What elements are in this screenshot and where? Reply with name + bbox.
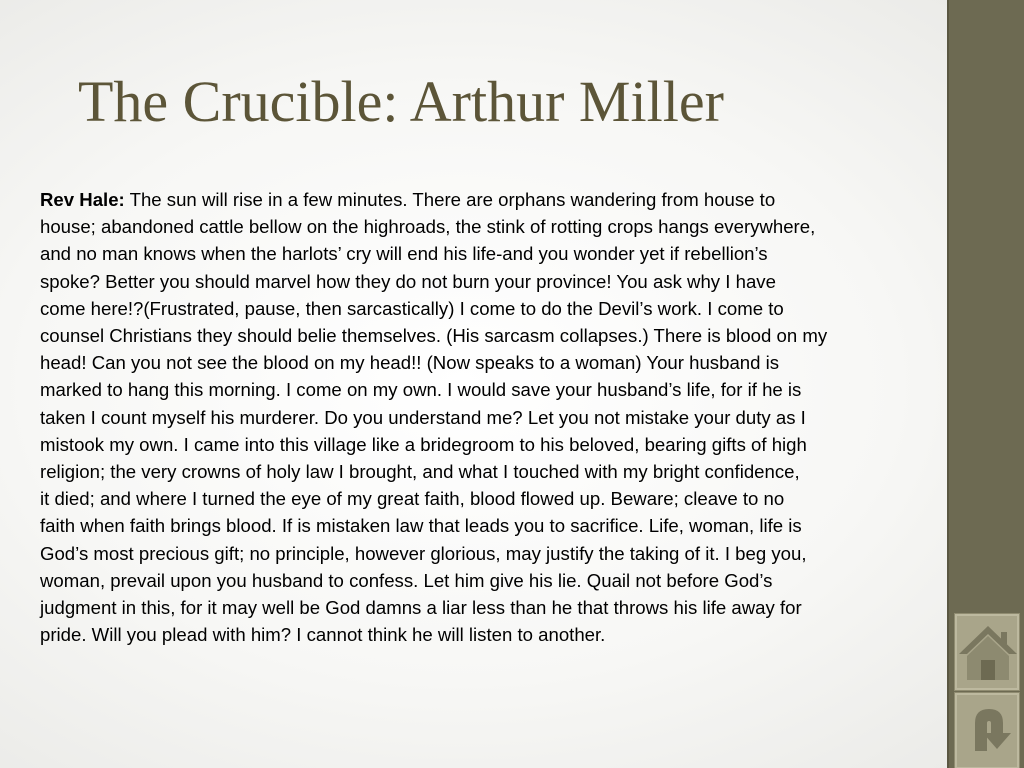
- quote-line-1: The sun will rise in a few minutes. There are orphans wandering from house to: [129, 189, 776, 210]
- quote-line-17: pride. Will you plead with him? I cannot think he will listen to another.: [40, 624, 606, 646]
- quote-line-15: woman, prevail upon you husband to confess. Let him give his lie. Quail not before God’s: [40, 569, 773, 591]
- return-button[interactable]: [954, 692, 1020, 768]
- quote-line-13: faith when faith brings blood. If is mistaken law that leads you to sacrifice. Life, woman, life is: [40, 515, 802, 537]
- quote-line-12: it died; and where I turned the eye of my great faith, blood flowed up. Beware; cleave to no: [40, 488, 785, 510]
- speaker-label: Rev Hale:: [40, 189, 125, 210]
- quote-line-9: taken I count myself his murderer. Do you understand me? Let you not mistake your duty as I: [40, 406, 806, 428]
- quote-line-14: God’s most precious gift; no principle, however glorious, may justify the taking of it. I beg you,: [40, 542, 807, 564]
- quote-line-8: marked to hang this morning. I come on my own. I would save your husband’s life, for if he is: [40, 379, 802, 401]
- quote-line-3: and no man knows when the harlots’ cry will end his life-and you wonder yet if rebellion’s: [40, 243, 768, 265]
- home-button[interactable]: [954, 613, 1020, 691]
- quote-line-6: counsel Christians they should belie themselves. (His sarcasm collapses.) There is blood on my: [40, 325, 828, 347]
- slide-title: The Crucible: Arthur Miller: [78, 69, 724, 134]
- quote-line-7: head! Can you not see the blood on my head!! (Now speaks to a woman) Your husband is: [40, 352, 780, 374]
- quote-line-2: house; abandoned cattle bellow on the highroads, the stink of rotting crops hangs everywhere,: [40, 216, 816, 238]
- quote-line-5: come here!?(Frustrated, pause, then sarcastically) I come to do the Devil’s work. I come to: [40, 297, 784, 319]
- return-arrow-icon: [955, 693, 1021, 768]
- quote-line-10: mistook my own. I came into this village like a bridegroom to his beloved, bearing gifts of high: [40, 433, 807, 455]
- home-icon: [955, 614, 1021, 692]
- quote-line-16: judgment in this, for it may well be God damns a liar less than he that throws his life away for: [40, 597, 802, 619]
- quote-text: [40, 186, 930, 648]
- quote-line-11: religion; the very crowns of holy law I brought, and what I touched with my bright confidence,: [40, 461, 800, 483]
- quote-line-4: spoke? Better you should marvel how they do not burn your province! You ask why I have: [40, 270, 776, 292]
